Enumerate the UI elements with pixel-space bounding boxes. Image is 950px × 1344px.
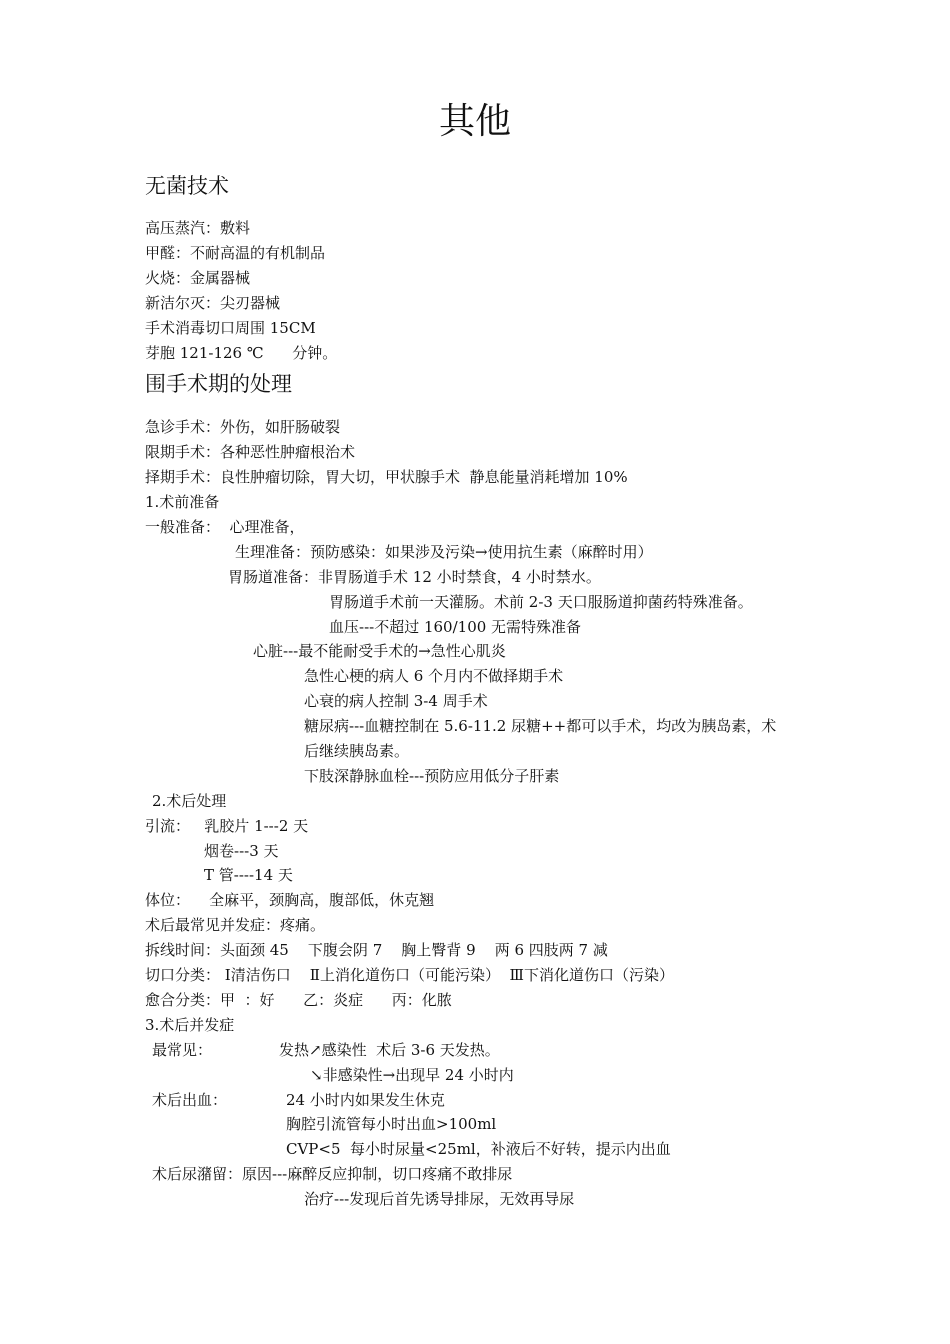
text-line: 手术消毒切口周围 15CM bbox=[145, 319, 316, 337]
text-line: 芽胞 121-126 ℃ 分钟。 bbox=[145, 344, 338, 362]
text-line: 24 小时内如果发生休克 bbox=[286, 1091, 445, 1109]
text-line: 愈合分类：甲 ：好 乙：炎症 丙：化脓 bbox=[145, 991, 452, 1009]
subsection-heading: 3.术后并发症 bbox=[145, 1016, 235, 1034]
text-line: 择期手术：良性肿瘤切除，胃大切，甲状腺手术 静息能量消耗增加 10% bbox=[145, 468, 628, 486]
subsection-heading: 2.术后处理 bbox=[152, 792, 227, 810]
text-line: 心脏---最不能耐受手术的→急性心肌炎 bbox=[253, 642, 506, 660]
text-line: 切口分类： Ⅰ清洁伤口 Ⅱ上消化道伤口（可能污染） Ⅲ下消化道伤口（污染） bbox=[145, 966, 674, 984]
subsection-heading: 1.术前准备 bbox=[145, 493, 220, 511]
text-line: 心衰的病人控制 3-4 周手术 bbox=[304, 692, 488, 710]
text-line: 发热↗感染性 术后 3-6 天发热。 bbox=[279, 1041, 500, 1059]
text-line: 胃肠道手术前一天灌肠。术前 2-3 天口服肠道抑菌药特殊准备。 bbox=[329, 593, 753, 611]
section-heading-aseptic: 无菌技术 bbox=[145, 174, 229, 198]
text-line: 下肢深静脉血栓---预防应用低分子肝素 bbox=[304, 767, 560, 785]
text-line: 生理准备：预防感染：如果涉及污染→使用抗生素（麻醉时用） bbox=[235, 543, 653, 561]
text-line: 最常见： bbox=[152, 1041, 213, 1059]
text-line: 拆线时间：头面颈 45 下腹会阴 7 胸上臀背 9 两 6 四肢两 7 减 bbox=[145, 941, 608, 959]
text-line: 血压---不超过 160/100 无需特殊准备 bbox=[329, 618, 582, 636]
text-line: 高压蒸汽：敷料 bbox=[145, 219, 251, 237]
text-line: 一般准备： 心理准备， bbox=[145, 518, 305, 536]
text-line: 术后出血： bbox=[152, 1091, 228, 1109]
text-line: 火烧：金属器械 bbox=[145, 269, 251, 287]
text-line: 烟卷---3 天 bbox=[204, 842, 279, 860]
text-line: 体位： 全麻平，颈胸高，腹部低，休克翘 bbox=[145, 891, 435, 909]
text-line: 引流： 乳胶片 1---2 天 bbox=[145, 817, 309, 835]
text-line: 治疗---发现后首先诱导排尿，无效再导尿 bbox=[304, 1190, 575, 1208]
text-line: 后继续胰岛素。 bbox=[304, 742, 410, 760]
text-line: 术后最常见并发症：疼痛。 bbox=[145, 916, 326, 934]
section-heading-perioperative: 围手术期的处理 bbox=[145, 372, 292, 396]
text-line: 胃肠道准备：非胃肠道手术 12 小时禁食，4 小时禁水。 bbox=[228, 568, 601, 586]
text-line: 术后尿潴留：原因---麻醉反应抑制，切口疼痛不敢排尿 bbox=[152, 1165, 513, 1183]
page-title: 其他 bbox=[438, 101, 511, 142]
text-line: ↘非感染性→出现早 24 小时内 bbox=[310, 1066, 514, 1084]
text-line: 限期手术：各种恶性肿瘤根治术 bbox=[145, 443, 356, 461]
text-line: 新洁尔灭：尖刃器械 bbox=[145, 294, 281, 312]
text-line: 急性心梗的病人 6 个月内不做择期手术 bbox=[304, 667, 564, 685]
text-line: 甲醛：不耐高温的有机制品 bbox=[145, 244, 326, 262]
text-line: 急诊手术：外伤，如肝肠破裂 bbox=[145, 418, 341, 436]
text-line: 糖尿病---血糖控制在 5.6-11.2 尿糖++都可以手术，均改为胰岛素，术 bbox=[304, 717, 777, 735]
text-line: 胸腔引流管每小时出血>100ml bbox=[286, 1115, 497, 1133]
text-line: T 管----14 天 bbox=[204, 866, 293, 884]
text-line: CVP<5 每小时尿量<25ml，补液后不好转，提示内出血 bbox=[286, 1140, 671, 1158]
